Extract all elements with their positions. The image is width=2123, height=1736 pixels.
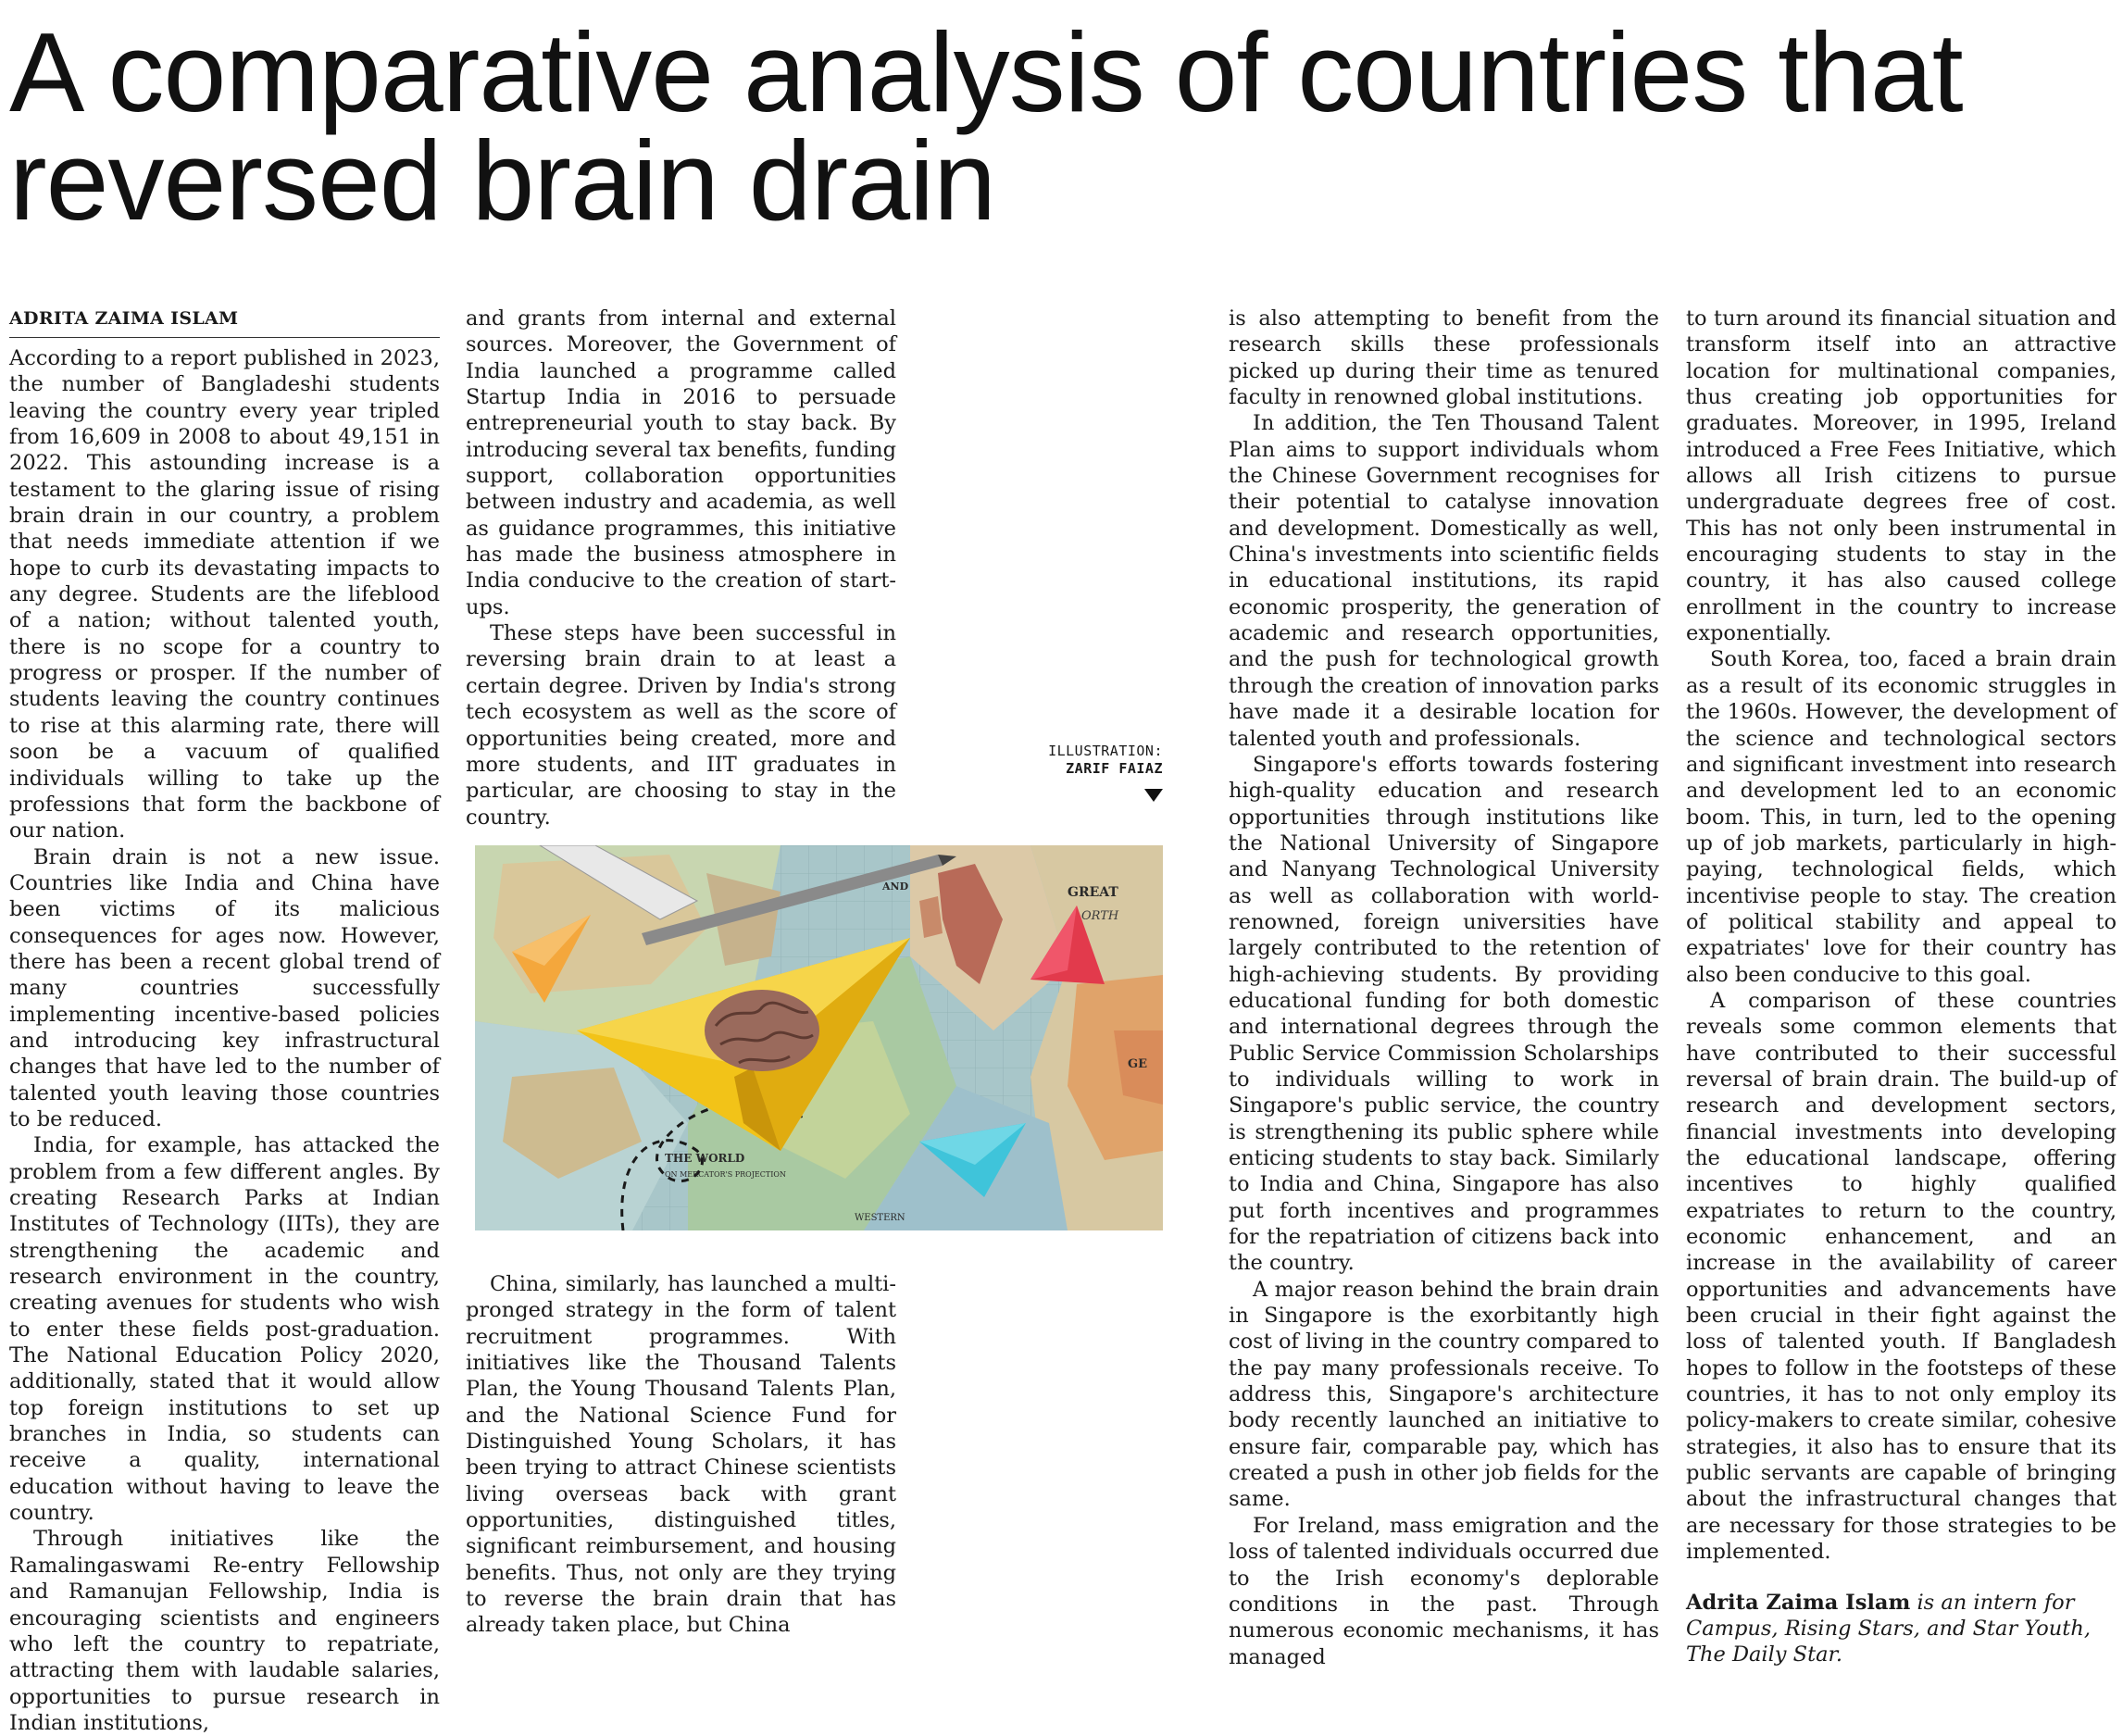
- map-label-great: GREAT: [1068, 885, 1118, 900]
- article-column-2: [466, 306, 896, 831]
- paragraph: Singapore's efforts towards fostering high-quality education and research opportunities through institutions like the National University of Singapore and Nanyang Technological University as well as collaboration with world-renowned, foreign universities have largely contributed to the retention of high-achieving students. By providing educational funding for both domestic and international degrees through the Public Service Commission Scholarships to individuals willing to work in Singapore's public service, the country is strengthening its public sphere while enticing students to stay back. Similarly to India and China, Singapore has also put forth incentives and programmes for the repatriation of citizens back into the country.: [1229, 752, 1659, 1276]
- paragraph: China, similarly, has launched a multi-pronged strategy in the form of talent recruitment programmes. With initiatives like the Thousand Talents Plan, the Young Thousand Talents Plan, and the National Science Fund for Distinguished Young Scholars, it has been trying to attract Chinese scientists living overseas back with grant opportunities, distinguished titles, significant reimbursement, and housing benefits. Thus, not only are they trying to reverse the brain drain that has already taken place, but China: [466, 1272, 896, 1638]
- map-label-world: THE WORLD: [665, 1152, 745, 1165]
- author-note: [1686, 1590, 2117, 1668]
- paragraph: According to a report published in 2023, the number of Bangladeshi students leaving the country every year tripled from 16,609 in 2008 to about 49,151 in 2022. This astounding increase is a testament to the glaring issue of rising brain drain in our country, a problem that needs immediate attention if we hope to curb its devastating impacts to any degree. Students are the lifeblood of a nation; without talented youth, there is no scope for a country to progress or prosper. If the number of students leaving the country continues to rise at this alarming rate, there will soon be a vacuum of qualified individuals willing to take up the professions that form the backbone of our nation.: [9, 346, 440, 843]
- illustration-credit-label: ILLUSTRATION:: [1048, 743, 1163, 759]
- paragraph: South Korea, too, faced a brain drain as a result of its economic struggles in the 1960s. However, the development of the science and technological sectors and significant investment into research and development led to an economic boom. This, in turn, led to the opening up of job markets, particularly in high-paying, technological fields, which incentivise people to stay. The creation of political stability and appeal to expatriates' love for their country has also been conducive to this goal.: [1686, 647, 2117, 987]
- illustration-paper-planes-map: [475, 845, 1163, 1230]
- map-label-north: ORTH: [1081, 909, 1119, 923]
- illustration-credit-name: ZARIF FAIAZ: [1066, 760, 1163, 777]
- headline: A comparative analysis of countries that reversed brain drain: [9, 9, 1963, 244]
- illustration-credit: [926, 743, 1163, 778]
- article-column-1: [9, 306, 440, 1736]
- map-label-western: WESTERN: [855, 1213, 905, 1223]
- article-column-2-lower: [466, 1271, 896, 1639]
- map-label-and: AND: [882, 880, 909, 893]
- article-column-4: [1686, 306, 2117, 1668]
- paragraph: For Ireland, mass emigration and the loss of talented individuals occurred due to the Irish economy's deplorable conditions in the past. Through numerous economic mechanisms, it has managed: [1229, 1513, 1659, 1669]
- author-description: is an intern for Campus, Rising Stars, and Star Youth, The Daily Star.: [1686, 1590, 2091, 1667]
- paragraph: Brain drain is not a new issue. Countries like India and China have been victims of its malicious consequences for ages now. However, there has been a recent global trend of many countries successfully implementing incentive-based policies and introducing key infrastructural changes that have led to the number of talented youth leaving those countries to be reduced.: [9, 844, 440, 1131]
- paragraph: A comparison of these countries reveals some common elements that have contributed to their successful reversal of brain drain. The build-up of research and development sectors, financial investments into developing the educational landscape, offering incentives to highly qualified expatriates to return to the country, economic enhancement, and an increase in the availability of career opportunities and advancements have been crucial in their fight against the loss of talented youth. If Bangladesh hopes to follow in the footsteps of these countries, it has to not only employ its policy-makers to create similar, cohesive strategies, it also has to ensure that its public servants are capable of bringing about the infrastructural changes that are necessary for those strategies to be implemented.: [1686, 988, 2117, 1565]
- paragraph: is also attempting to benefit from the research skills these professionals picked up during their time as tenured faculty in renowned global institutions.: [1229, 306, 1659, 410]
- map-label-projection: ON MERCATOR'S PROJECTION: [665, 1170, 786, 1179]
- paragraph: India, for example, has attacked the problem from a few different angles. By creating Research Parks at Indian Institutes of Technology (IITs), they are strengthening the academic and research environment in the country, creating avenues for students who wish to enter these fields post-graduation. The National Education Policy 2020, additionally, stated that it would allow top foreign institutions to set up branches in India, so students can receive a quality, international education without having to leave the country.: [9, 1133, 440, 1526]
- caret-down-icon: [1144, 789, 1163, 802]
- paragraph: These steps have been successful in reversing brain drain to at least a certain degree. Driven by India's strong tech ecosystem as well as the score of opportunities being created, more and more students, and IIT graduates in particular, are choosing to stay in the country.: [466, 621, 896, 830]
- paragraph: A major reason behind the brain drain in Singapore is the exorbitantly high cost of living in the country compared to the pay many professionals receive. To address this, Singapore's architecture body recently launched an initiative to ensure fair, comparable pay, which has created a push in other job fields for the same.: [1229, 1277, 1659, 1512]
- map-label-europe: GE: [1128, 1057, 1148, 1071]
- paragraph: and grants from internal and external sources. Moreover, the Government of India launched a programme called Startup India in 2016 to persuade entrepreneurial youth to stay back. By introducing several tax benefits, funding support, collaboration opportunities between industry and academia, as well as guidance programmes, this initiative has made the business atmosphere in India conducive to the creation of start-ups.: [466, 306, 896, 619]
- author-name: Adrita Zaima Islam: [1686, 1590, 1911, 1615]
- byline: ADRITA ZAIMA ISLAM: [9, 306, 440, 338]
- paragraph: Through initiatives like the Ramalingaswami Re-entry Fellowship and Ramanujan Fellowship, India is encouraging scientists and engineers who left the country to repatriate, attracting them with laudable salaries, opportunities to pursue research in Indian institutions,: [9, 1527, 440, 1735]
- paragraph: In addition, the Ten Thousand Talent Plan aims to support individuals whom the Chinese Government recognises for their potential to catalyse innovation and development. Domestically as well, China's investments into scientific fields in educational institutions, its rapid economic prosperity, the generation of academic and research opportunities, and the push for technological growth through the creation of innovation parks have made it a desirable location for talented youth and professionals.: [1229, 411, 1659, 751]
- paragraph: to turn around its financial situation and transform itself into an attractive location for multinational companies, thus creating job opportunities for graduates. Moreover, in 1995, Ireland introduced a Free Fees Initiative, which allows all Irish citizens to pursue undergraduate degrees free of cost. This has not only been instrumental in encouraging students to stay in the country, it has also caused college enrollment in the country to increase exponentially.: [1686, 306, 2117, 646]
- article-column-3: [1229, 306, 1659, 1670]
